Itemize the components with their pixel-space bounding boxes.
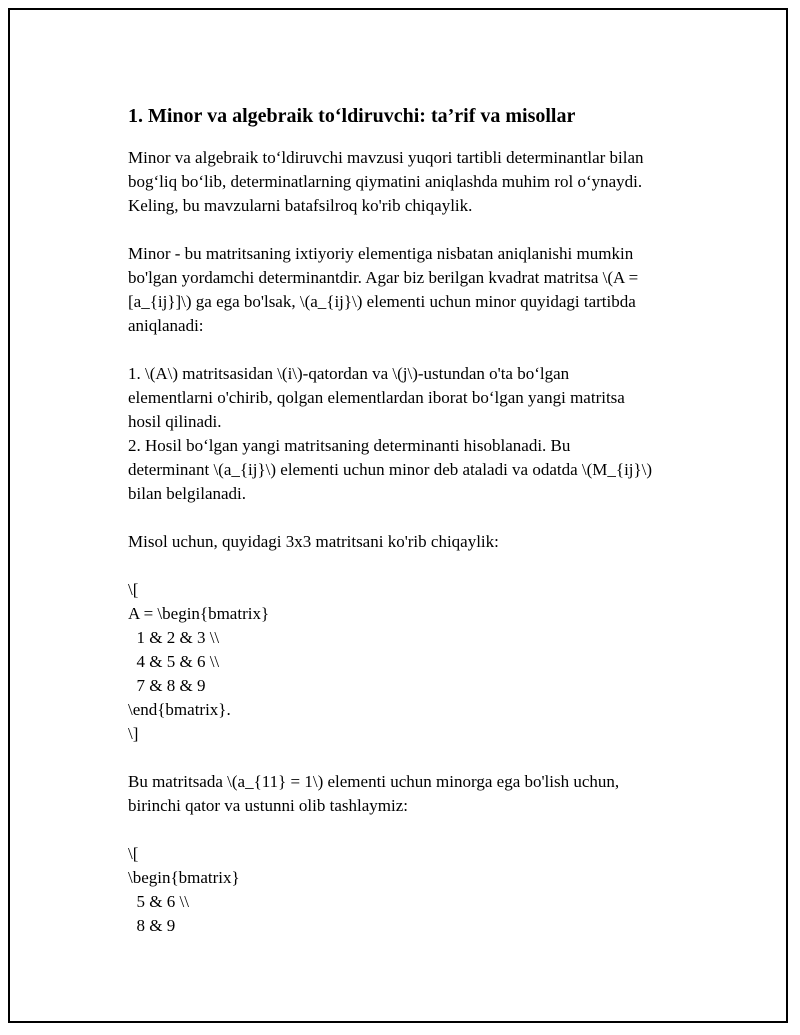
math-line: 4 & 5 & 6 \\: [128, 652, 220, 671]
paragraph-example-intro: [128, 530, 718, 554]
text-line: bilan belgilanadi.: [128, 484, 247, 503]
text-line: hosil qilinadi.: [128, 412, 222, 431]
math-line: \[: [128, 580, 139, 599]
math-line: \]: [128, 724, 139, 743]
paragraph-intro: [128, 146, 718, 218]
math-line: 1 & 2 & 3 \\: [128, 628, 220, 647]
math-block-matrix-a: [128, 578, 718, 746]
page-frame: [8, 8, 788, 1023]
text-line: Minor - bu matritsaning ixtiyoriy elementiga nisbatan aniqlanishi mumkin: [128, 244, 634, 263]
text-line: Bu matritsada \(a_{11} = 1\) elementi uchun minorga ega bo'lish uchun,: [128, 772, 620, 791]
math-line: 8 & 9: [128, 916, 176, 935]
math-line: 7 & 8 & 9: [128, 676, 206, 695]
math-line: 5 & 6 \\: [128, 892, 189, 911]
text-line: Keling, bu mavzularni batafsilroq ko'rib chiqaylik.: [128, 196, 473, 215]
math-line: \end{bmatrix}.: [128, 700, 231, 719]
text-line: 2. Hosil bo‘lgan yangi matritsaning determinanti hisoblanadi. Bu: [128, 436, 571, 455]
text-line: determinant \(a_{ij}\) elementi uchun minor deb ataladi va odatda \(M_{ij}\): [128, 460, 653, 479]
paragraph-minor-definition: [128, 242, 718, 338]
text-line: bog‘liq bo‘lib, determinatlarning qiymatini aniqlashda muhim rol o‘ynaydi.: [128, 172, 643, 191]
text-line: [a_{ij}]\) ga ega bo'lsak, \(a_{ij}\) elementi uchun minor quyidagi tartibda: [128, 292, 636, 311]
math-block-submatrix: [128, 842, 718, 938]
math-line: \[: [128, 844, 139, 863]
math-line: A = \begin{bmatrix}: [128, 604, 270, 623]
math-line: \begin{bmatrix}: [128, 868, 240, 887]
text-line: Minor va algebraik to‘ldiruvchi mavzusi yuqori tartibli determinantlar bilan: [128, 148, 644, 167]
text-line: Misol uchun, quyidagi 3x3 matritsani ko'rib chiqaylik:: [128, 532, 499, 551]
paragraph-steps: [128, 362, 718, 506]
text-line: 1. \(A\) matritsasidan \(i\)-qatordan va \(j\)-ustundan o'ta bo‘lgan: [128, 364, 570, 383]
text-line: birinchi qator va ustunni olib tashlaymiz:: [128, 796, 408, 815]
text-line: elementlarni o'chirib, qolgan elementlardan iborat bo‘lgan yangi matritsa: [128, 388, 625, 407]
document-content: [128, 102, 718, 962]
document-title: 1. Minor va algebraik to‘ldiruvchi: ta’rif va misollar: [128, 105, 576, 127]
text-line: aniqlanadi:: [128, 316, 204, 335]
paragraph-minor-example: [128, 770, 718, 818]
text-line: bo'lgan yordamchi determinantdir. Agar biz berilgan kvadrat matritsa \(A =: [128, 268, 639, 287]
